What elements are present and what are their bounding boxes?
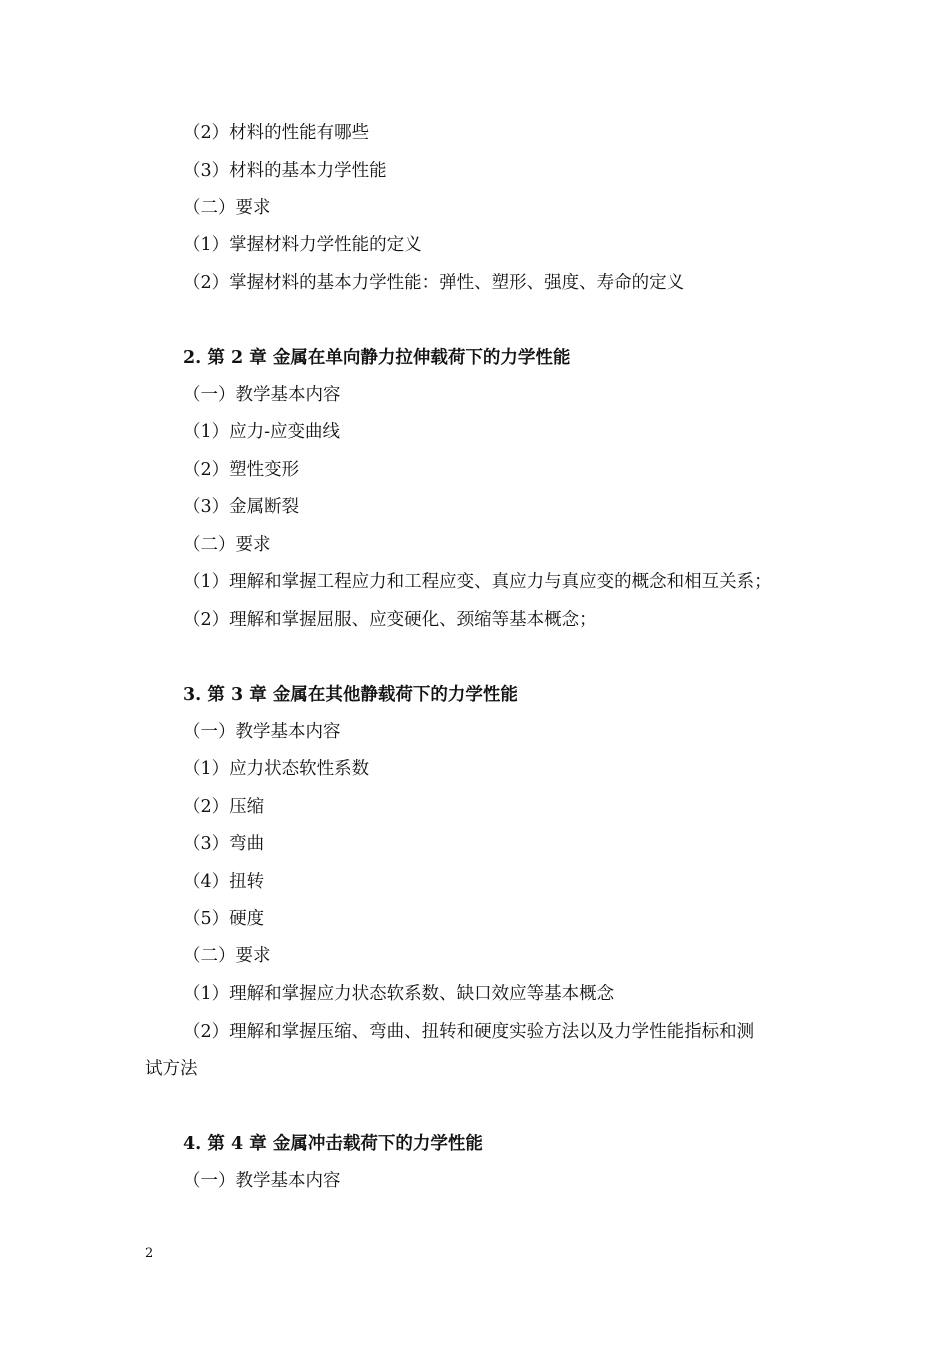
list-item: （1）理解和掌握工程应力和工程应变、真应力与真应变的概念和相互关系； — [183, 572, 772, 592]
list-item: （3）弯曲 — [183, 834, 265, 854]
list-item: （3）金属断裂 — [183, 497, 300, 517]
list-item: （二）要求 — [183, 946, 271, 966]
list-item: （5）硬度 — [183, 909, 265, 929]
list-item: （1）理解和掌握应力状态软系数、缺口效应等基本概念 — [183, 984, 615, 1004]
list-item: （4）扭转 — [183, 872, 265, 892]
list-item: （2）塑性变形 — [183, 460, 300, 480]
section-heading: 4. 第 4 章 金属冲击载荷下的力学性能 — [183, 1134, 483, 1154]
section-heading: 2. 第 2 章 金属在单向静力拉伸载荷下的力学性能 — [183, 348, 571, 368]
page-number: 2 — [145, 1246, 154, 1261]
list-item: （2）理解和掌握压缩、弯曲、扭转和硬度实验方法以及力学性能指标和测 — [183, 1022, 755, 1042]
list-item: （一）教学基本内容 — [183, 1171, 341, 1191]
list-item: （2）掌握材料的基本力学性能：弹性、塑形、强度、寿命的定义 — [183, 273, 685, 293]
list-item: （二）要求 — [183, 535, 271, 555]
list-item: （2）理解和掌握屈服、应变硬化、颈缩等基本概念； — [183, 610, 597, 630]
list-item-continuation: 试方法 — [145, 1059, 198, 1079]
list-item: （二）要求 — [183, 198, 271, 218]
section-heading: 3. 第 3 章 金属在其他静载荷下的力学性能 — [183, 685, 518, 705]
list-item: （一）教学基本内容 — [183, 385, 341, 405]
list-item: （2）材料的性能有哪些 — [183, 123, 370, 143]
list-item: （一）教学基本内容 — [183, 722, 341, 742]
list-item: （2）压缩 — [183, 797, 265, 817]
list-item: （1）应力状态软性系数 — [183, 759, 370, 779]
list-item: （3）材料的基本力学性能 — [183, 161, 387, 181]
list-item: （1）掌握材料力学性能的定义 — [183, 235, 422, 255]
list-item: （1）应力-应变曲线 — [183, 422, 341, 442]
